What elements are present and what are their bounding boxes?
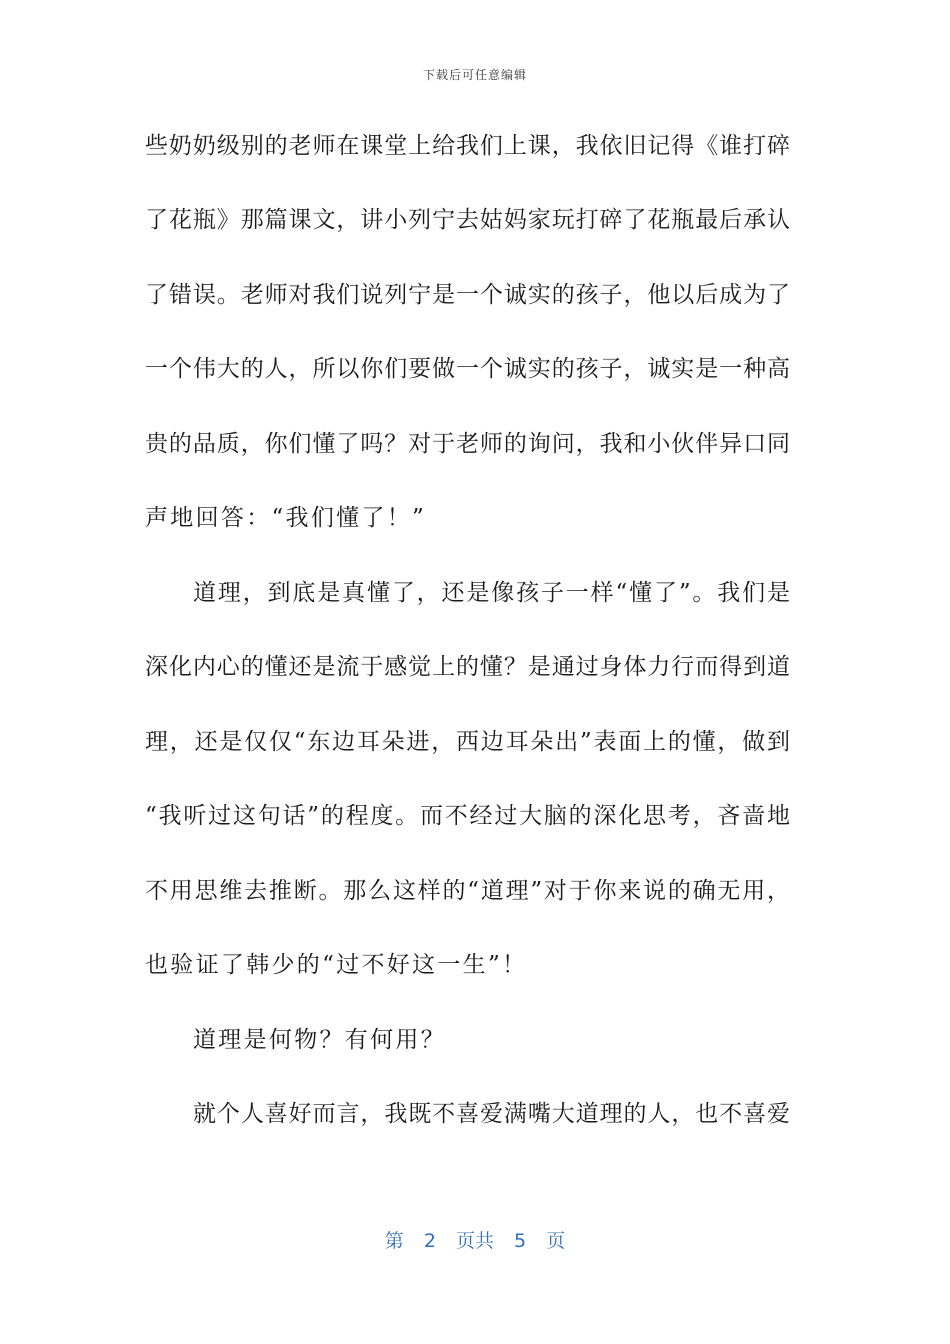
- paragraph-line: 就个人喜好而言，我既不喜爱满嘴大道理的人，也不喜爱: [193, 1101, 790, 1127]
- paragraph-line: 了错误。老师对我们说列宁是一个诚实的孩子，他以后成为了: [145, 282, 790, 308]
- paragraph-line: 道理是何物？有何用？: [193, 1027, 446, 1053]
- paragraph-line: 深化内心的懂还是流于感觉上的懂？是通过身体力行而得到道: [145, 654, 790, 680]
- paragraph-line: 也验证了韩少的“过不好这一生”！: [145, 952, 528, 978]
- footer-suffix: 页: [546, 1230, 566, 1252]
- paragraph-line: 声地回答：“我们懂了！”: [145, 505, 427, 531]
- paragraph-line: 一个伟大的人，所以你们要做一个诚实的孩子，诚实是一种高: [145, 356, 790, 382]
- footer-middle: 页共: [455, 1230, 494, 1252]
- footer-total-pages: 5: [514, 1230, 527, 1252]
- page-header: 下载后可任意编辑: [422, 68, 527, 82]
- paragraph-line: 理，还是仅仅“东边耳朵进，西边耳朵出”表面上的懂，做到: [145, 729, 790, 755]
- paragraph-line: 道理，到底是真懂了，还是像孩子一样“懂了”。我们是: [193, 580, 790, 606]
- page-footer: [0, 1226, 950, 1253]
- paragraph-line: 不用思维去推断。那么这样的“道理”对于你来说的确无用，: [145, 878, 790, 904]
- footer-prefix: 第: [384, 1230, 404, 1252]
- paragraph-line: “我听过这句话”的程度。而不经过大脑的深化思考，吝啬地: [145, 803, 790, 829]
- paragraph-line: 些奶奶级别的老师在课堂上给我们上课，我依旧记得《谁打碎: [145, 133, 790, 159]
- footer-page-number: 2: [423, 1230, 436, 1252]
- paragraph-line: 了花瓶》那篇课文，讲小列宁去姑妈家玩打碎了花瓶最后承认: [145, 207, 790, 233]
- paragraph-line: 贵的品质，你们懂了吗？对于老师的询问，我和小伙伴异口同: [145, 431, 790, 457]
